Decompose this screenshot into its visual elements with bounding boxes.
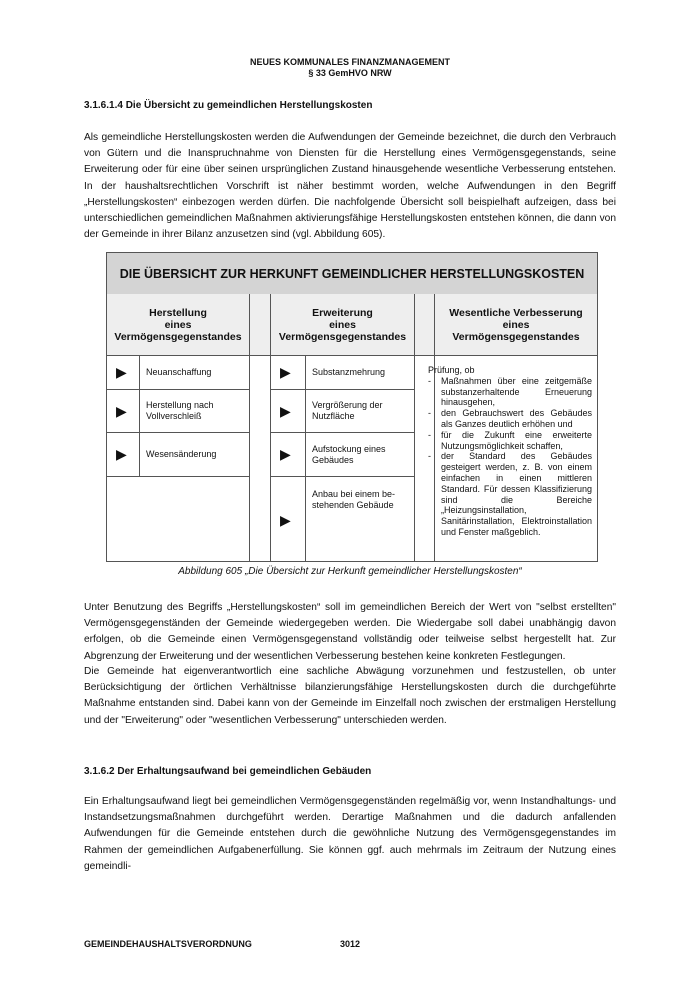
- arrow-right-icon: ▶: [280, 512, 291, 528]
- item-herstellung-nach-vollverschleiss: Herstellung nach Vollverschleiß: [146, 400, 214, 421]
- header-spacer: [250, 294, 270, 355]
- column-header-verbesserung: Wesentliche Verbesserung eines Vermögensgegenstandes: [435, 294, 597, 355]
- arrow-right-icon: ▶: [280, 446, 291, 462]
- item-wesensaenderung: Wesensänderung: [146, 449, 217, 459]
- paragraph-abwaegung: [84, 664, 616, 729]
- item-anbau-gebaeude: Anbau bei einem be- stehenden Gebäude: [312, 489, 396, 510]
- arrow-right-icon: ▶: [116, 446, 127, 462]
- paragraph-herstellungskosten-begriff: [84, 600, 616, 665]
- paragraph-text: Ein Erhaltungsaufwand liegt bei gemeindlichen Vermögensgegenständen regelmäßig vor, wenn Instandhaltungs- und Instandsetzungsmaßnahmen durchgeführt werden. Derartige Maßnahmen und die dadurch anfallenden Aufwendungen für die Gemeinde entstehen durch die gewöhnliche Nutzung des Vermögensgegenstandes im Rahmen der gemeindlichen Aufgabenerfüllung. Sie können ggf. auch mehrmals im Zeitraum der Nutzung eines gemeindli-: [84, 796, 616, 872]
- section-heading-herstellungskosten: 3.1.6.1.4 Die Übersicht zu gemeindlichen Herstellungskosten: [84, 100, 373, 111]
- pruefung-criteria-list: [428, 365, 592, 538]
- list-item: - der Standard des Gebäudes gesteigert werden, z. B. von einem einfachen in einen mittleren Standard. Für dessen Klassifizierung sind die Bereiche „Heizungsinstallation, Sanitärinstallation, Elektroinstallation und Fenster maßgeblich.: [428, 451, 592, 537]
- grid-line: [271, 389, 414, 390]
- figure-title: DIE ÜBERSICHT ZUR HERKUNFT GEMEINDLICHER HERSTELLUNGSKOSTEN: [107, 253, 597, 295]
- item-vergroesserung-nutzflaeche: Vergrößerung der Nutzfläche: [312, 400, 383, 421]
- grid-line: [305, 355, 306, 561]
- grid-line: [107, 476, 249, 477]
- grid-line: [271, 476, 414, 477]
- column-header-herstellung: Herstellung eines Vermögensgegenstandes: [107, 294, 249, 355]
- item-substanzmehrung: Substanzmehrung: [312, 367, 386, 377]
- footer-document-name: GEMEINDEHAUSHALTSVERORDNUNG: [84, 939, 252, 949]
- paragraph-intro: [84, 130, 616, 243]
- list-item: - Maßnahmen über eine zeitgemäße substanzerhaltende Erneuerung hinausgehen,: [428, 375, 592, 408]
- arrow-right-icon: ▶: [116, 364, 127, 380]
- figure-caption: Abbildung 605 „Die Übersicht zur Herkunft gemeindlicher Herstellungskosten“: [178, 566, 522, 577]
- page-number: 3012: [340, 939, 361, 949]
- list-item: - den Gebrauchswert des Gebäudes als Ganzes deutlich erhöhen und: [428, 408, 592, 429]
- pruefung-intro: Prüfung, ob: [428, 365, 475, 375]
- item-aufstockung-gebaeude: Aufstockung eines Gebäudes: [312, 444, 386, 465]
- section-heading-erhaltungsaufwand: 3.1.6.2 Der Erhaltungsaufwand bei gemeindlichen Gebäuden: [84, 766, 372, 777]
- grid-line: [107, 432, 249, 433]
- paragraph-text: Als gemeindliche Herstellungskosten werden die Aufwendungen der Gemeinde bezeichnet, die durch den Verbrauch von Gütern und die Inanspruchnahme von Diensten für die Herstellung eines Vermögensgegenstands, seine Erweiterung oder für eine über seinen ursprünglichen Zustand hinausgehende wesentliche Verbesserung entstehen. In der haushaltsrechtlichen Vorschrift ist näher bestimmt worden, welche Aufwendungen in den Begriff „Herstellungskosten“ einbezogen werden dürfen. Die nachfolgende Übersicht soll beispielhaft aufzeigen, dass bei unterschiedlichen gemeindlichen Maßnahmen aktivierungsfähige Herstellungskosten entstehen können, die dann von der Gemeinde in ihrer Bilanz anzusetzen sind (vgl. Abbildung 605).: [84, 132, 616, 241]
- figure-herkunft-herstellungskosten: [106, 252, 598, 562]
- column-header-erweiterung: Erweiterung eines Vermögensgegenstandes: [271, 294, 414, 355]
- arrow-right-icon: ▶: [116, 403, 127, 419]
- grid-line: [139, 355, 140, 477]
- item-neuanschaffung: Neuanschaffung: [146, 367, 212, 377]
- paragraph-erhaltungsaufwand: [84, 794, 616, 875]
- running-header-section: § 33 GemHVO NRW: [308, 68, 392, 78]
- list-item: - für die Zukunft eine erweiterte Nutzungsmöglichkeit schaffen,: [428, 429, 592, 451]
- grid-line: [270, 294, 271, 561]
- paragraph-text: Unter Benutzung des Begriffs „Herstellungskosten“ soll im gemeindlichen Bereich der Wert von "selbst erstellten" Vermögensgegenständen der Gemeinde wiedergegeben werden. Die Wiedergabe soll dabei unabhängig davon erfolgen, ob die Gemeinde einen Vermögensgegenstand vollständig oder teilweise selbst hergestellt hat. Zur Abgrenzung der Erweiterung und der wesentlichen Verbesserung bestehen keine konkreten Festlegungen.: [84, 602, 616, 662]
- grid-line: [107, 389, 249, 390]
- header-spacer: [415, 294, 434, 355]
- grid-line: [414, 294, 415, 561]
- running-header-title: NEUES KOMMUNALES FINANZMANAGEMENT: [250, 57, 450, 67]
- grid-line: [249, 294, 250, 561]
- arrow-right-icon: ▶: [280, 403, 291, 419]
- grid-line: [107, 355, 597, 356]
- grid-line: [271, 432, 414, 433]
- paragraph-text: Die Gemeinde hat eigenverantwortlich eine sachliche Abwägung vorzunehmen und festzustellen, ob unter Berücksichtigung der örtlichen Verhältnisse bilanzierungsfähige Herstellungskosten durch die durchgeführte Maßnahme entstanden sind. Dabei kann von der Gemeinde im Einzelfall noch zwischen der erstmaligen Herstellung und der "Erweiterung" oder "wesentlichen Verbesserung" unterschieden werden.: [84, 666, 616, 726]
- arrow-right-icon: ▶: [280, 364, 291, 380]
